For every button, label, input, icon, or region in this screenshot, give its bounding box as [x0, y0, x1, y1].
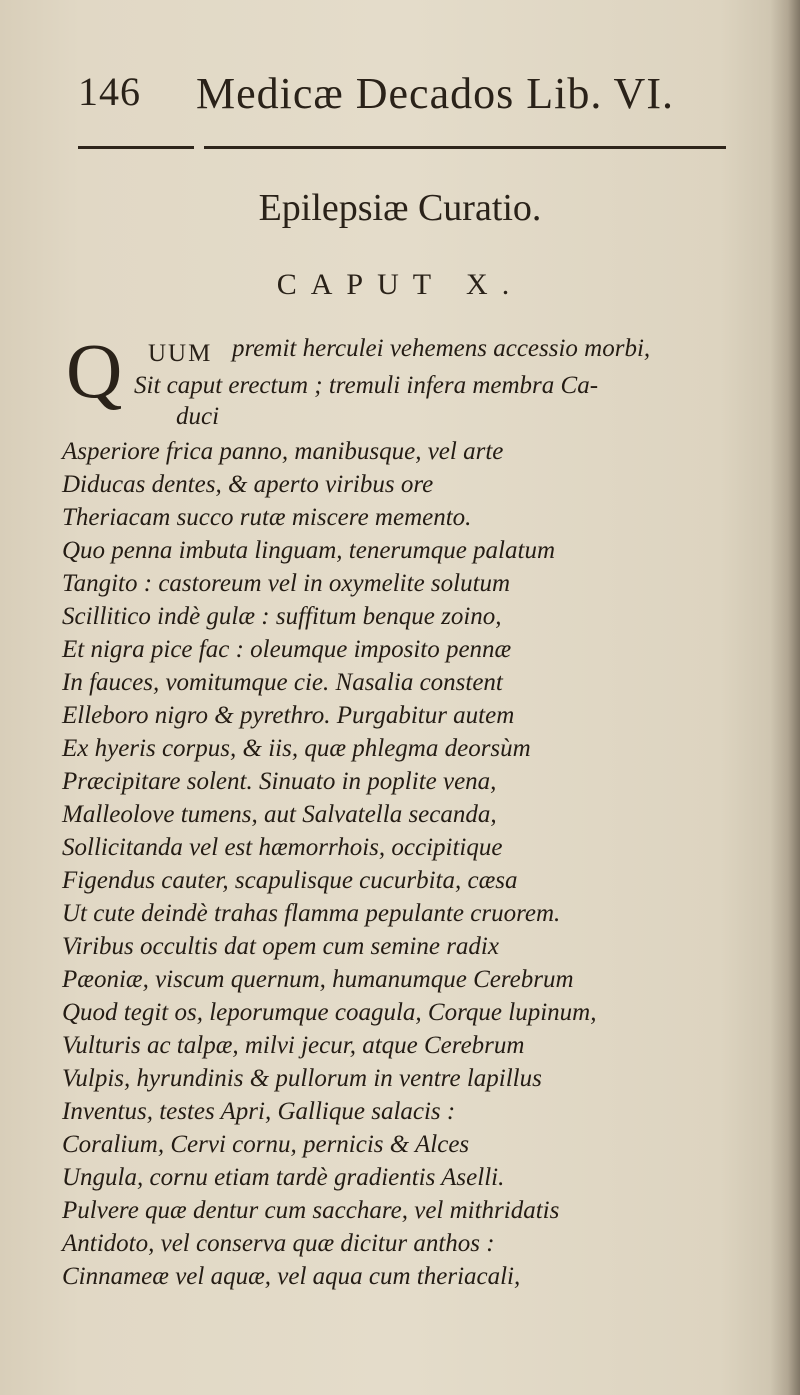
- verse-line: Viribus occultis dat opem cum semine radix: [62, 933, 499, 960]
- verse-line: duci: [176, 403, 220, 430]
- verse-line: Inventus, testes Apri, Gallique salacis :: [62, 1098, 456, 1125]
- section-title: Epilepsiæ Curatio.: [258, 187, 542, 229]
- verse-line: Ungula, cornu etiam tardè gradientis Aselli.: [62, 1164, 505, 1191]
- verse-line: Malleolove tumens, aut Salvatella secanda,: [62, 801, 497, 828]
- first-line-text: premit herculei vehemens accessio morbi,: [232, 335, 651, 362]
- running-header: [78, 68, 718, 118]
- verse-line: Theriacam succo rutæ miscere memento.: [62, 504, 472, 531]
- verse-line: Quod tegit os, leporumque coagula, Corque lupinum,: [62, 999, 597, 1026]
- verse-line: Diducas dentes, & aperto viribus ore: [62, 471, 434, 498]
- verse-line: Sit caput erectum ; tremuli infera membra Ca-: [134, 372, 599, 399]
- verse-line: Cinnameæ vel aquæ, vel aqua cum theriacali,: [62, 1263, 521, 1290]
- verse-line: Asperiore frica panno, manibusque, vel arte: [62, 438, 504, 465]
- verse-line: Scillitico indè gulæ : suffitum benque zoino,: [62, 603, 502, 630]
- verse-line: Vulpis, hyrundinis & pullorum in ventre lapillus: [62, 1065, 542, 1092]
- verse-line: Figendus cauter, scapulisque cucurbita, cæsa: [62, 867, 518, 894]
- running-title: Medicæ Decados Lib. VI.: [196, 69, 674, 118]
- header-rule: [78, 146, 726, 149]
- first-line-smallcaps: UUM: [148, 340, 213, 367]
- verse-line: Elleboro nigro & pyrethro. Purgabitur autem: [62, 702, 515, 729]
- verse-line: Vulturis ac talpæ, milvi jecur, atque Cerebrum: [62, 1032, 525, 1059]
- verse-line: Quo penna imbuta linguam, tenerumque palatum: [62, 537, 556, 564]
- chapter-heading: CAPUT X.: [276, 268, 524, 301]
- drop-capital: Q: [66, 327, 123, 414]
- verse-line: Præcipitare solent. Sinuato in poplite vena,: [62, 768, 497, 795]
- verse-line: In fauces, vomitumque cie. Nasalia constent: [62, 669, 503, 696]
- page-number: 146: [78, 69, 141, 114]
- verse-line: Pæoniæ, viscum quernum, humanumque Cerebrum: [62, 966, 574, 993]
- verse-line: Tangito : castoreum vel in oxymelite solutum: [62, 570, 511, 597]
- verse-line: Ut cute deindè trahas flamma pepulante cruorem.: [62, 900, 561, 927]
- header-rule-gap: [194, 144, 204, 150]
- verse-line: Ex hyeris corpus, & iis, quæ phlegma deorsùm: [62, 735, 531, 762]
- verse-line: Sollicitanda vel est hæmorrhois, occipitique: [62, 834, 503, 861]
- verse-line: Et nigra pice fac : oleumque imposito pennæ: [62, 636, 512, 663]
- verse-line: Pulvere quæ dentur cum sacchare, vel mithridatis: [62, 1197, 560, 1224]
- verse-line: Coralium, Cervi cornu, pernicis & Alces: [62, 1131, 470, 1158]
- verse-line: Antidoto, vel conserva quæ dicitur anthos :: [62, 1230, 495, 1257]
